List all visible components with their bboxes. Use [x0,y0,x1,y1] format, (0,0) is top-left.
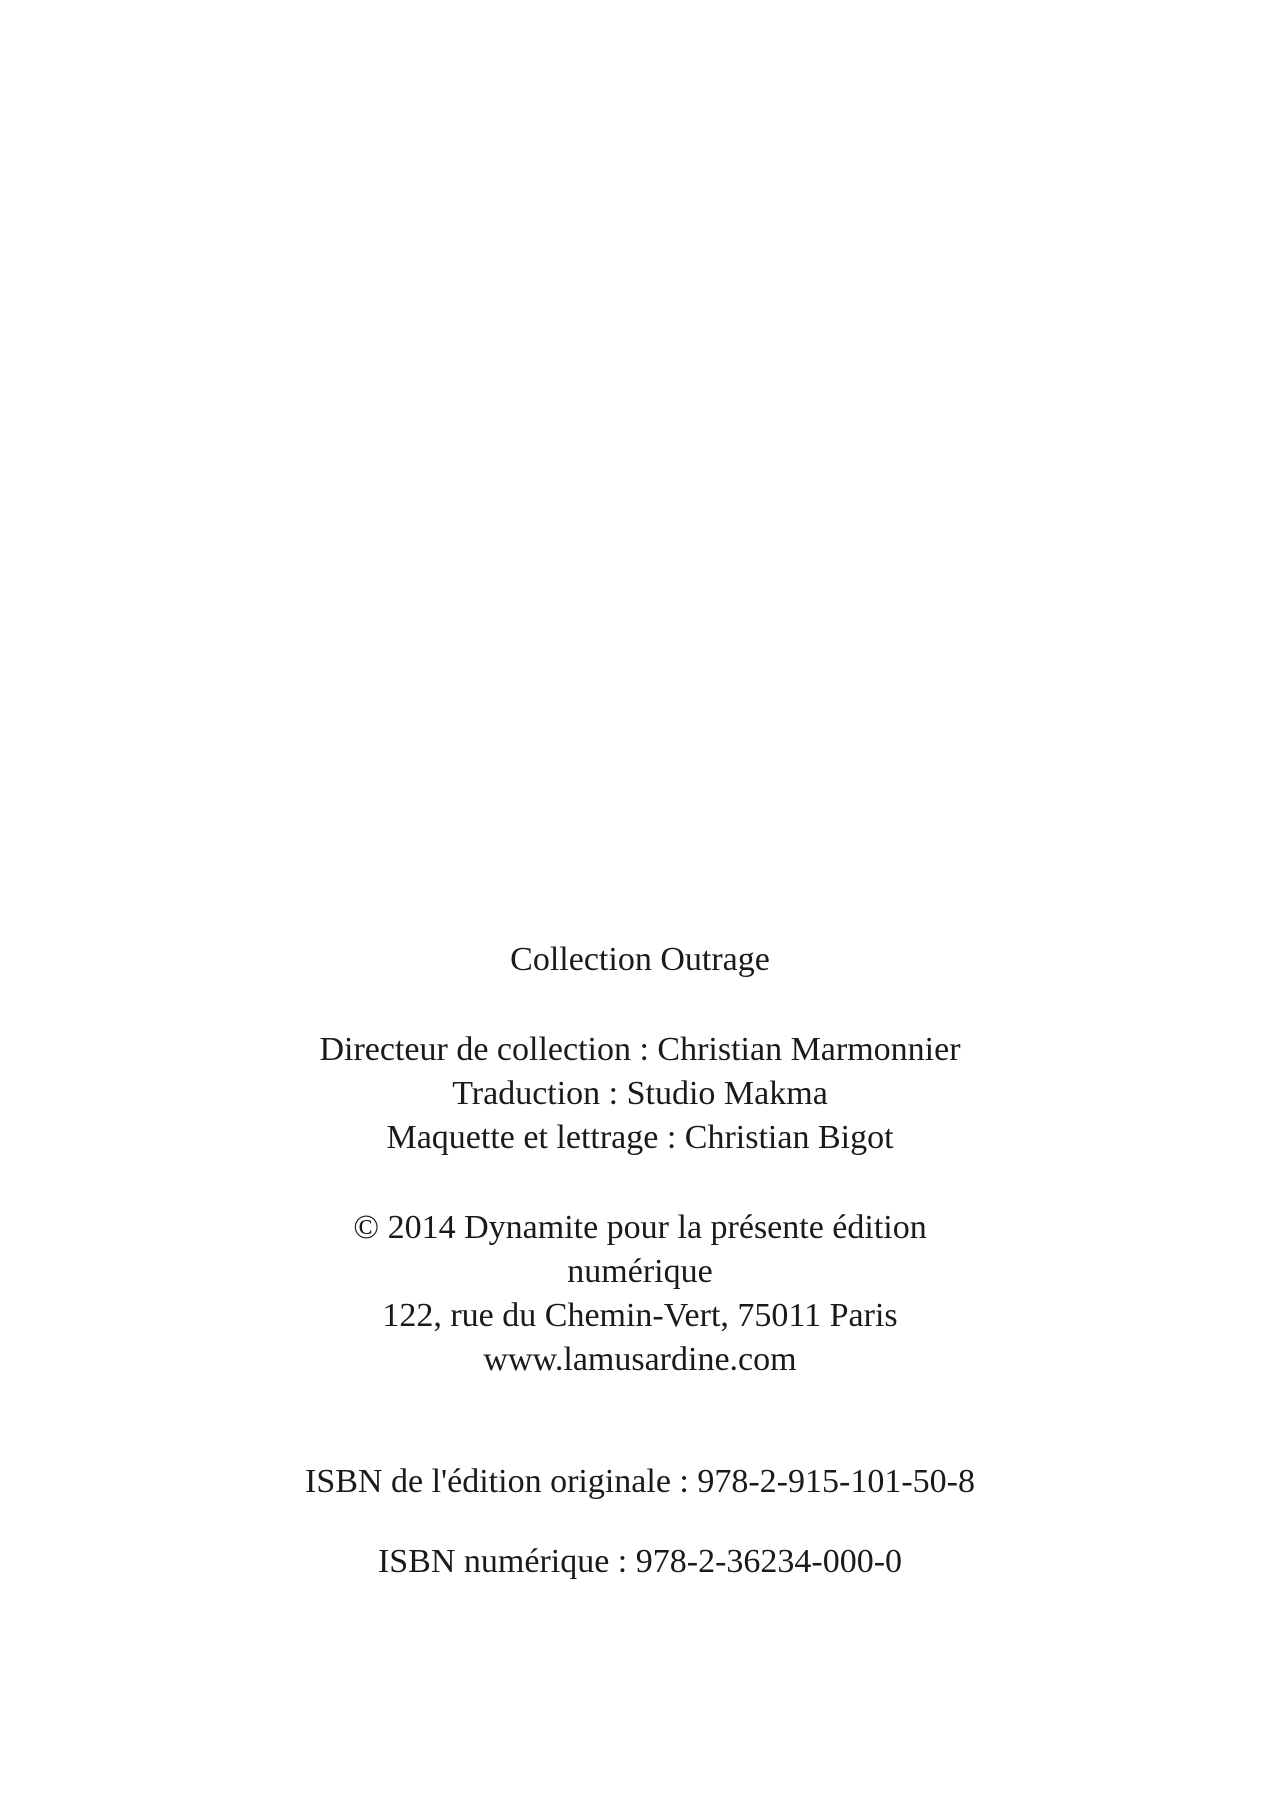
isbn-digital-edition: ISBN numérique : 978-2-36234-000-0 [377,1543,903,1580]
collection-director: Directeur de collection : Christian Marmonnier [319,1031,961,1068]
publisher-address: 122, rue du Chemin-Vert, 75011 Paris [382,1297,898,1334]
isbn-original-edition: ISBN de l'édition originale : 978-2-915-101-50-8 [305,1463,975,1500]
publisher-website: www.lamusardine.com [483,1341,797,1378]
translation-credit: Traduction : Studio Makma [452,1075,828,1112]
layout-lettering-credit: Maquette et lettrage : Christian Bigot [386,1119,894,1156]
collection-name: Collection Outrage [510,941,770,978]
copyright-notice: © 2014 Dynamite pour la présente édition [353,1209,927,1246]
copyright-notice-continued: numérique [567,1253,713,1290]
